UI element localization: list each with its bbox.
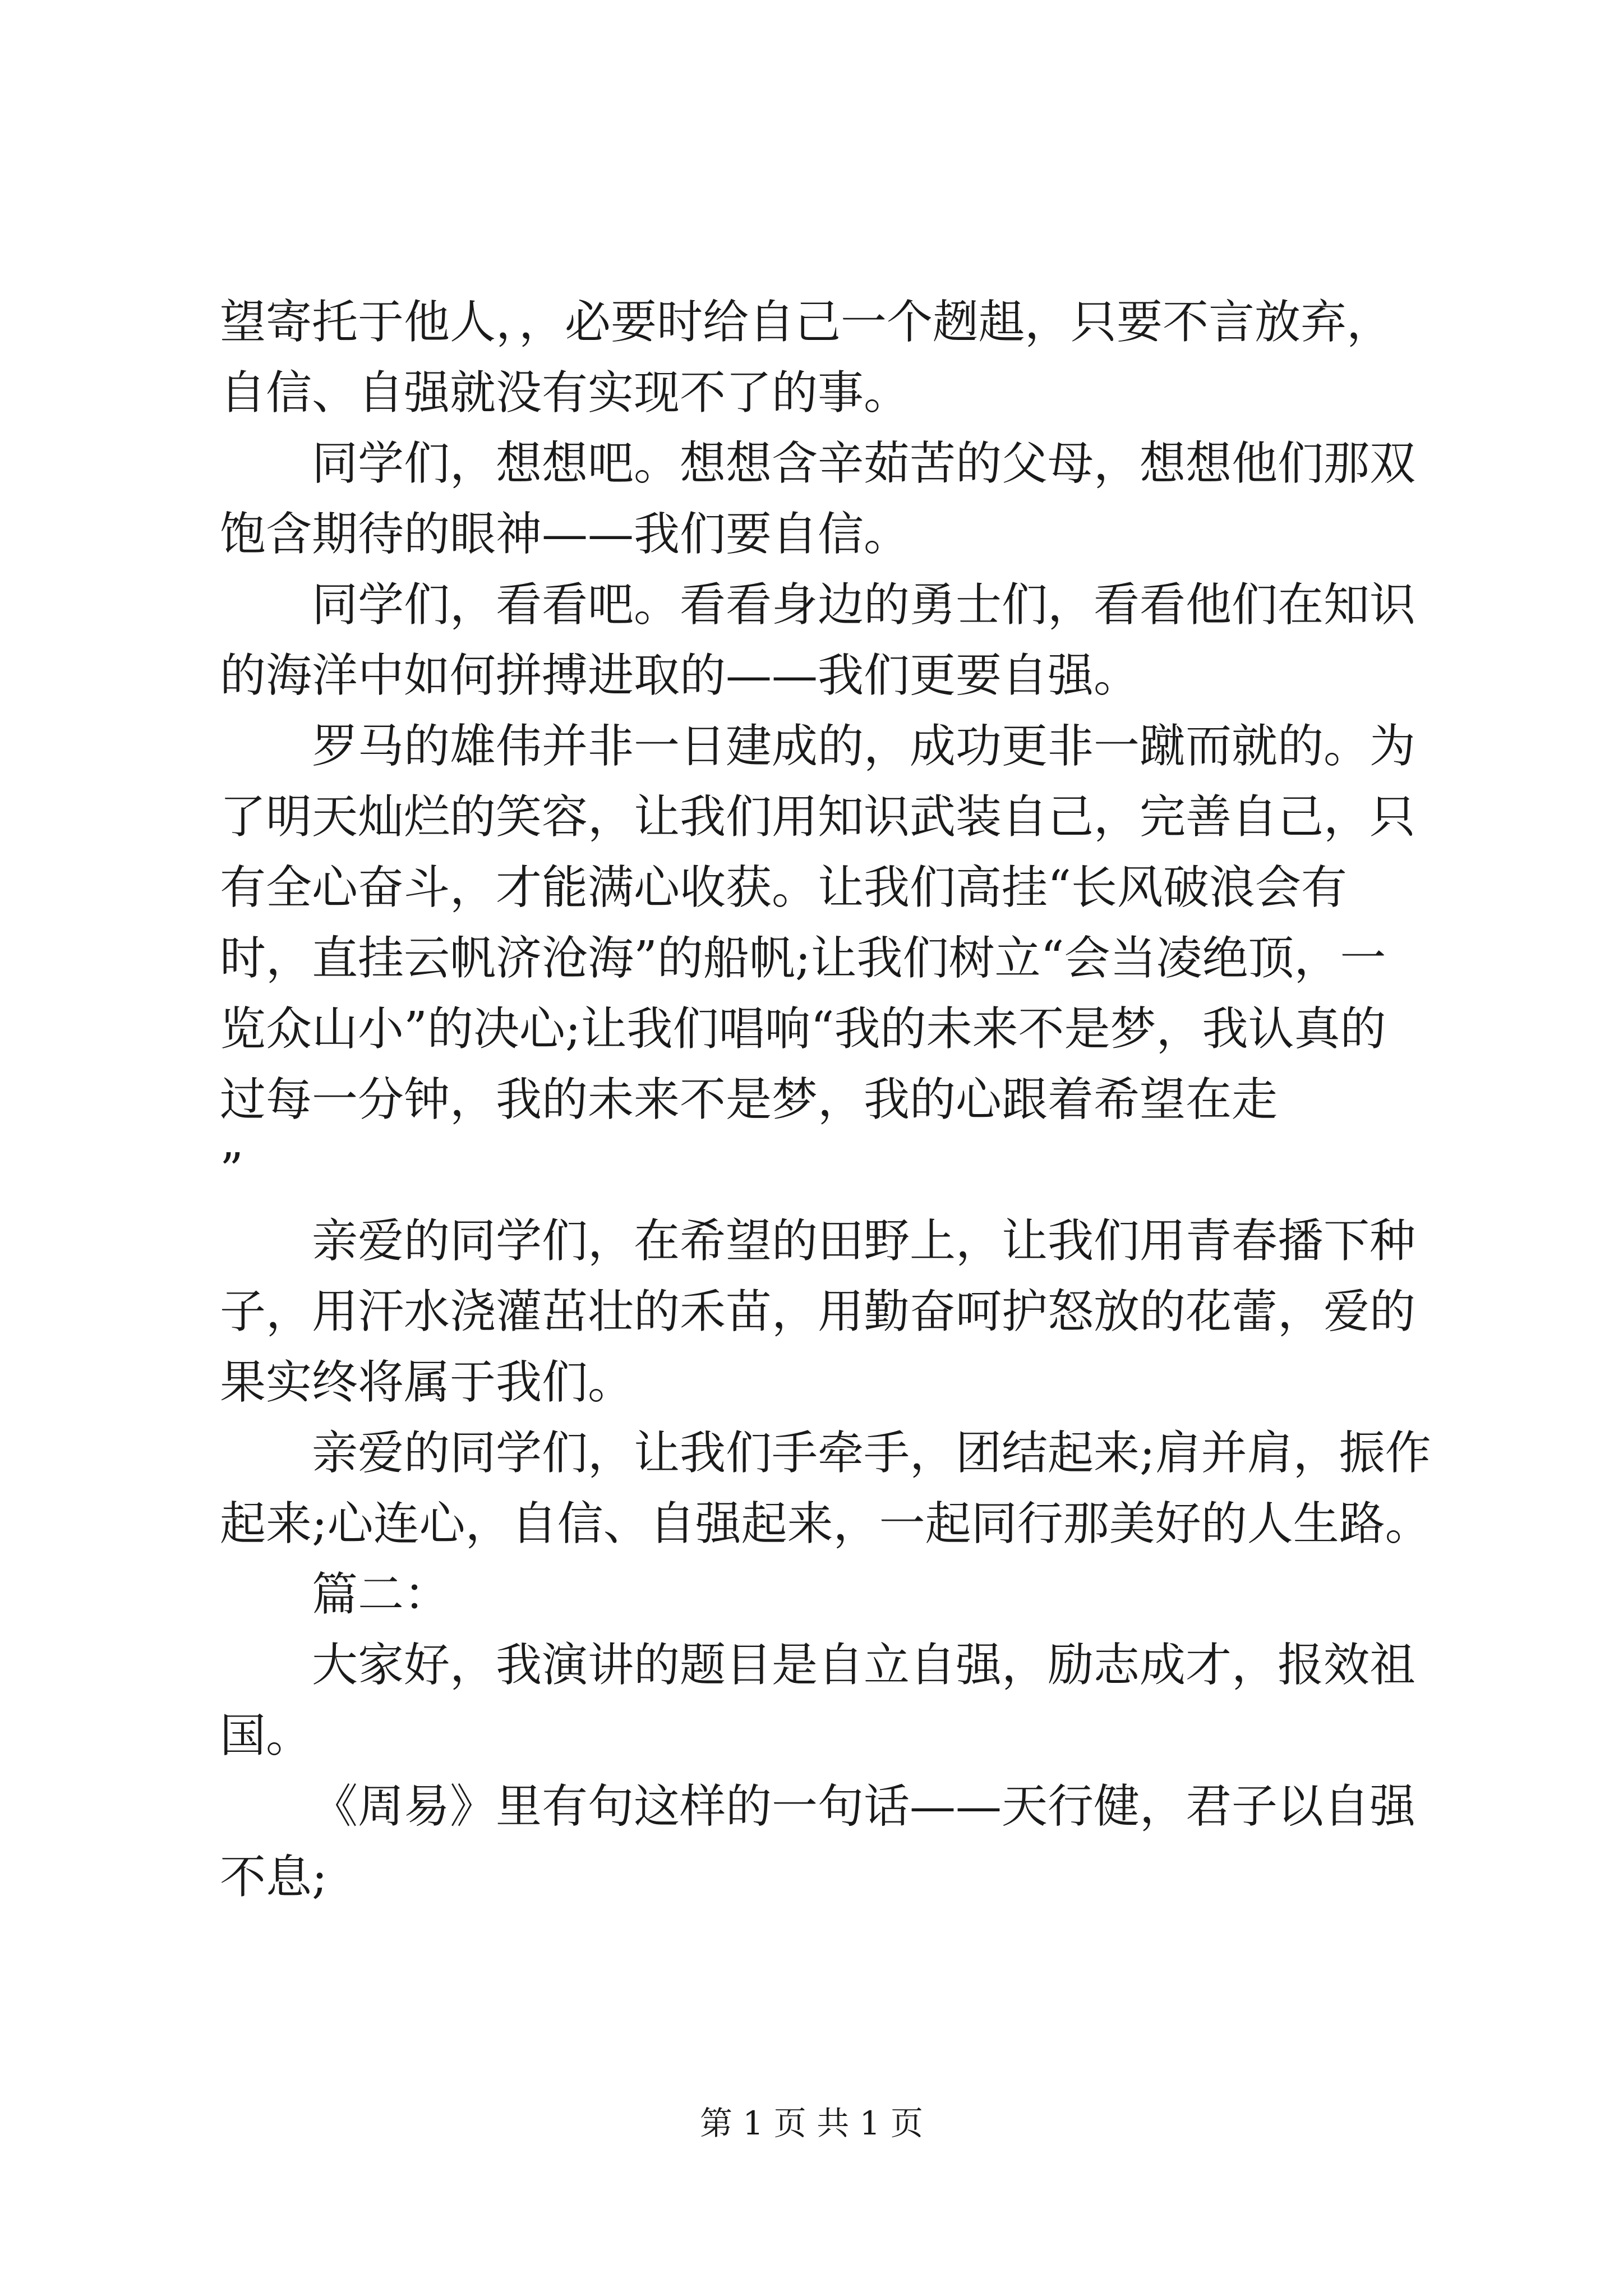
section-heading-part-two: 篇二： <box>312 1568 450 1621</box>
paragraph-zhouyi-quote: 《周易》里有句这样的一句话——天行健，君子以自强不息; <box>220 1780 1416 1904</box>
page-footer: 第 1 页 共 1 页 <box>700 2104 923 2142</box>
paragraph-classmates: 同学们，看看吧。看看身边的勇士们，看看他们在知识的海洋中如何拼搏进取的——我们更要自强。 <box>220 578 1416 702</box>
paragraph-hand-in-hand: 亲爱的同学们，让我们手牵手，团结起来;肩并肩，振作起来;心连心，自信、自强起来，一起同行那美好的人生路。 <box>220 1427 1431 1550</box>
paragraph-speech-title: 大家好，我演讲的题目是自立自强，励志成才，报效祖国。 <box>220 1639 1416 1763</box>
closing-quote-mark: ” <box>220 1144 243 1197</box>
paragraph-hope-field: 亲爱的同学们，在希望的田野上，让我们用青春播下种子，用汗水浇灌茁壮的禾苗，用勤奋呵护怒放的花蕾，爱的果实终将属于我们。 <box>220 1214 1416 1409</box>
paragraph-rome: 罗马的雄伟并非一日建成的，成功更非一蹴而就的。为了明天灿烂的笑容，让我们用知识武装自己，完善自己，只有全心奋斗，才能满心收获。让我们高挂“长风破浪会有时，直挂云帆济沧海”的船帆;让我们树立“会当凌绝顶，一览众山小”的决心;让我们唱响“我的未来不是梦，我认真的过每一分钟，我的未来不是梦，我的心跟着希望在走 <box>220 720 1416 1126</box>
paragraph-parents: 同学们，想想吧。想想含辛茹苦的父母，想想他们那双饱含期待的眼神——我们要自信。 <box>220 437 1416 561</box>
document-body <box>220 287 1431 1913</box>
paragraph-continuation: 望寄托于他人，，必要时给自己一个趔趄，只要不言放弃，自信、自强就没有实现不了的事。 <box>220 296 1393 420</box>
